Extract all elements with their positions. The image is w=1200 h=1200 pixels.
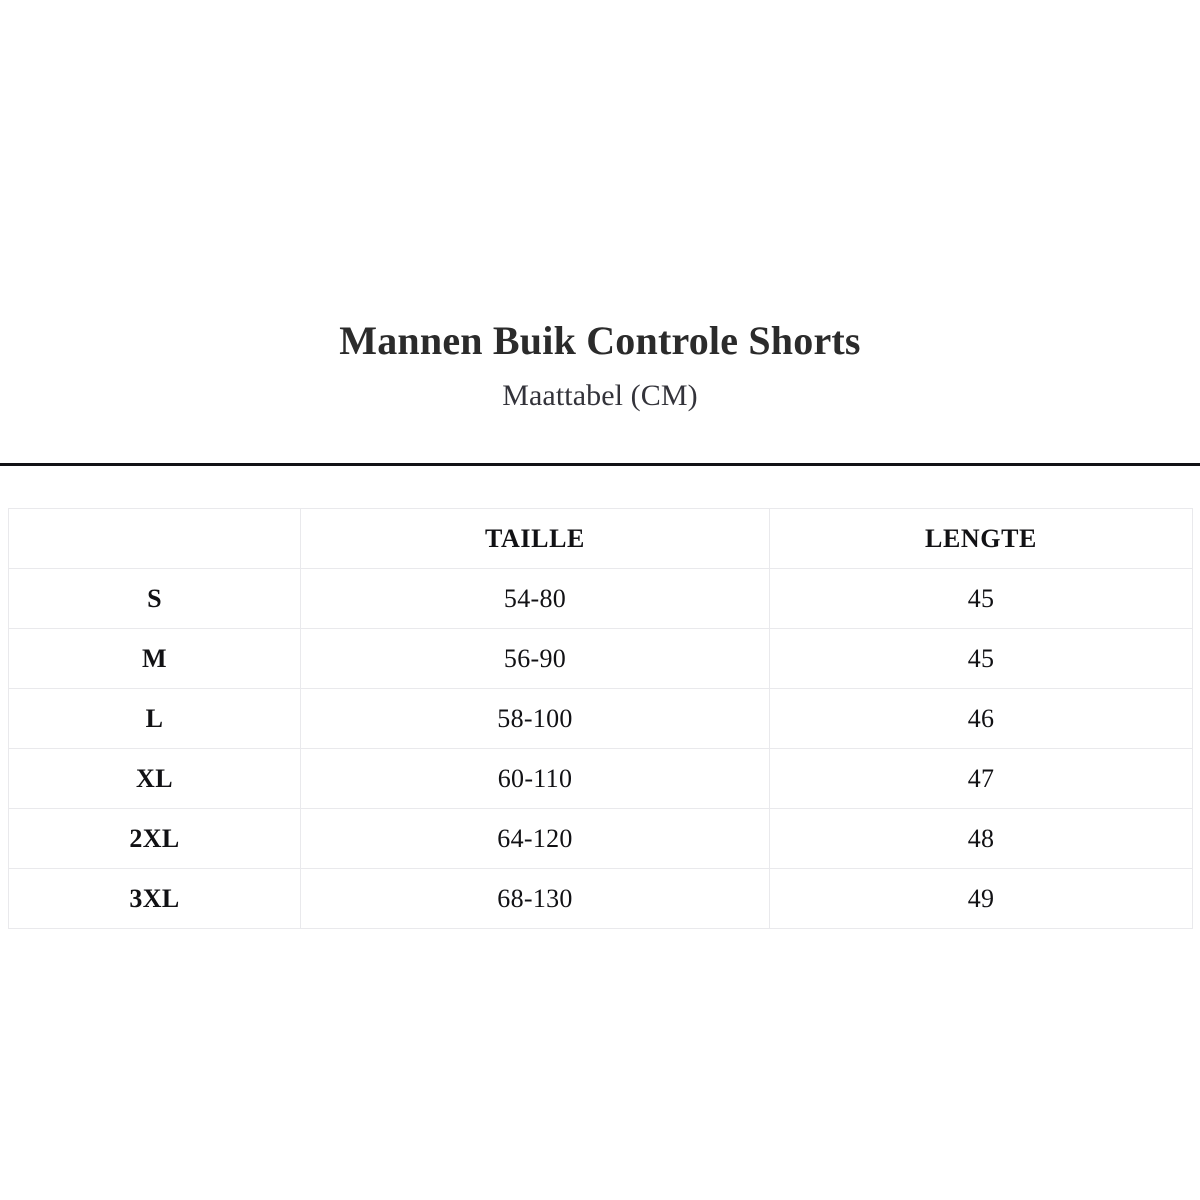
size-table-container (8, 508, 1192, 929)
cell-taille: 68-130 (301, 869, 770, 929)
table-row (9, 749, 1193, 809)
cell-taille: 58-100 (301, 689, 770, 749)
cell-size: L (9, 689, 301, 749)
size-table (8, 508, 1193, 929)
page-title: Mannen Buik Controle Shorts (339, 318, 861, 363)
cell-size: S (9, 569, 301, 629)
size-table-body (9, 569, 1193, 929)
table-row (9, 569, 1193, 629)
heading-block (0, 318, 1200, 414)
cell-taille: 64-120 (301, 809, 770, 869)
table-row (9, 869, 1193, 929)
cell-taille: 54-80 (301, 569, 770, 629)
table-row (9, 809, 1193, 869)
cell-lengte: 46 (770, 689, 1193, 749)
column-header-lengte: LENGTE (770, 509, 1193, 569)
column-header-taille: TAILLE (301, 509, 770, 569)
cell-taille: 56-90 (301, 629, 770, 689)
cell-lengte: 45 (770, 569, 1193, 629)
cell-taille: 60-110 (301, 749, 770, 809)
column-header-size (9, 509, 301, 569)
size-table-head (9, 509, 1193, 569)
table-header-row (9, 509, 1193, 569)
cell-size: XL (9, 749, 301, 809)
page-subtitle: Maattabel (CM) (502, 379, 698, 412)
cell-lengte: 48 (770, 809, 1193, 869)
cell-lengte: 49 (770, 869, 1193, 929)
cell-size: M (9, 629, 301, 689)
cell-size: 2XL (9, 809, 301, 869)
table-row (9, 689, 1193, 749)
cell-lengte: 45 (770, 629, 1193, 689)
title-divider (0, 463, 1200, 466)
table-row (9, 629, 1193, 689)
cell-size: 3XL (9, 869, 301, 929)
cell-lengte: 47 (770, 749, 1193, 809)
